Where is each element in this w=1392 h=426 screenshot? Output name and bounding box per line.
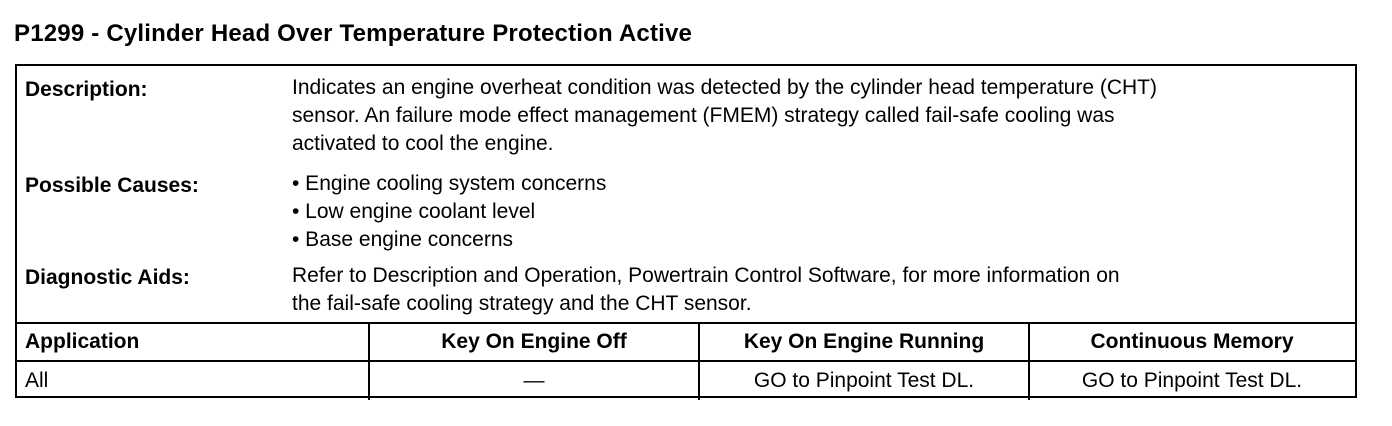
column-divider bbox=[698, 324, 700, 400]
cell-continuous-memory: GO to Pinpoint Test DL. bbox=[1081, 369, 1303, 392]
list-item: • Base engine concerns bbox=[292, 228, 513, 251]
description-line: sensor. An failure mode effect management (FMEM) strategy called fail-safe cooling was bbox=[292, 104, 1115, 127]
description-line: Indicates an engine overheat condition was detected by the cylinder head temperature (CHT) bbox=[292, 76, 1157, 99]
possible-causes-list bbox=[292, 170, 606, 254]
diagnostic-aids-text bbox=[292, 262, 1120, 318]
table-header-row bbox=[17, 324, 1355, 362]
description-line: activated to cool the engine. bbox=[292, 132, 554, 155]
header-continuous-memory: Continuous Memory bbox=[1090, 330, 1294, 353]
list-item: • Engine cooling system concerns bbox=[292, 172, 607, 195]
diagnostic-aids-line: the fail-safe cooling strategy and the CHT sensor. bbox=[292, 292, 752, 315]
page-title: P1299 - Cylinder Head Over Temperature Protection Active bbox=[14, 20, 693, 47]
header-key-on-engine-running: Key On Engine Running bbox=[743, 330, 985, 353]
column-divider bbox=[368, 324, 370, 400]
diagnostic-aids-line: Refer to Description and Operation, Powertrain Control Software, for more information on bbox=[292, 264, 1120, 287]
cell-key-on-engine-running: GO to Pinpoint Test DL. bbox=[753, 369, 975, 392]
dtc-info-box bbox=[15, 64, 1357, 398]
test-table bbox=[17, 322, 1355, 400]
cell-application: All bbox=[25, 369, 49, 392]
list-item: • Low engine coolant level bbox=[292, 200, 536, 223]
header-application: Application bbox=[25, 330, 140, 353]
table-row bbox=[17, 362, 1355, 400]
header-key-on-engine-off: Key On Engine Off bbox=[441, 330, 627, 353]
possible-causes-label: Possible Causes: bbox=[25, 174, 199, 197]
description-text bbox=[292, 74, 1157, 158]
diagnostic-aids-label: Diagnostic Aids: bbox=[25, 266, 190, 289]
description-label: Description: bbox=[25, 78, 148, 101]
cell-key-on-engine-off: — bbox=[523, 369, 545, 392]
column-divider bbox=[1028, 324, 1030, 400]
